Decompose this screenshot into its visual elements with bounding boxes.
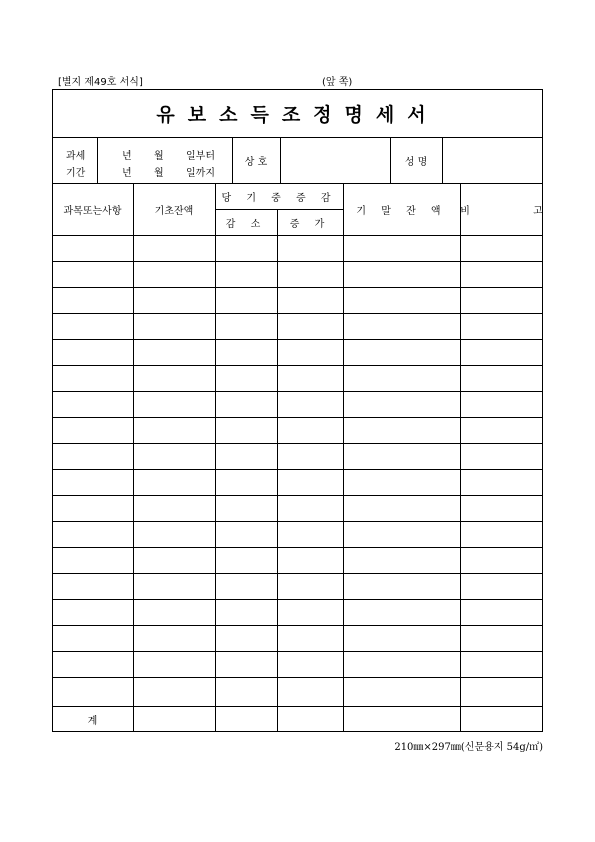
col-change-group-header: 당 기 중 증 감 xyxy=(221,192,337,204)
table-cell[interactable] xyxy=(215,521,277,547)
table-cell[interactable] xyxy=(133,599,215,625)
table-cell[interactable] xyxy=(460,521,543,547)
table-cell[interactable] xyxy=(215,443,277,469)
table-cell[interactable] xyxy=(52,651,133,677)
table-cell[interactable] xyxy=(343,521,460,547)
page-title: 유보소득조정명세서 xyxy=(156,103,439,126)
table-cell[interactable] xyxy=(133,235,215,261)
form-number: [별지 제49호 서식] xyxy=(58,77,143,88)
table-cell[interactable] xyxy=(133,469,215,495)
table-cell[interactable] xyxy=(52,235,133,261)
table-cell[interactable] xyxy=(460,391,543,417)
table-cell[interactable] xyxy=(460,469,543,495)
table-cell[interactable] xyxy=(52,339,133,365)
table-cell[interactable] xyxy=(215,599,277,625)
table-cell[interactable] xyxy=(277,391,343,417)
table-cell[interactable] xyxy=(460,677,543,703)
table-cell[interactable] xyxy=(277,235,343,261)
table-cell[interactable] xyxy=(133,391,215,417)
table-cell[interactable] xyxy=(343,677,460,703)
table-cell[interactable] xyxy=(343,313,460,339)
table-cell[interactable] xyxy=(52,625,133,651)
period-label-1: 과세 xyxy=(66,151,86,162)
col-item-header: 과목또는사항 xyxy=(63,205,122,217)
col-increase-header: 증 가 xyxy=(289,218,331,230)
table-cell[interactable] xyxy=(460,573,543,599)
table-cell[interactable] xyxy=(52,599,133,625)
table-cell[interactable] xyxy=(343,235,460,261)
period-label-2: 기간 xyxy=(66,168,86,179)
table-cell[interactable] xyxy=(52,469,133,495)
table-cell[interactable] xyxy=(133,495,215,521)
table-cell[interactable] xyxy=(52,365,133,391)
table-cell[interactable] xyxy=(460,651,543,677)
table-cell[interactable] xyxy=(215,261,277,287)
table-cell[interactable] xyxy=(460,625,543,651)
table-cell[interactable] xyxy=(460,261,543,287)
table-cell[interactable] xyxy=(52,443,133,469)
table-cell[interactable] xyxy=(133,573,215,599)
divider xyxy=(97,137,98,183)
period-to-day: 일까지 xyxy=(186,168,215,179)
period-from-year: 년 xyxy=(122,151,132,162)
table-cell[interactable] xyxy=(52,547,133,573)
table-cell[interactable] xyxy=(277,313,343,339)
table-cell[interactable] xyxy=(343,261,460,287)
table-cell[interactable] xyxy=(277,443,343,469)
table-cell[interactable] xyxy=(277,339,343,365)
table-cell[interactable] xyxy=(343,469,460,495)
table-cell[interactable] xyxy=(343,287,460,313)
table-cell[interactable] xyxy=(460,339,543,365)
table-cell[interactable] xyxy=(215,287,277,313)
table-cell[interactable] xyxy=(460,547,543,573)
table-cell[interactable] xyxy=(277,287,343,313)
table-cell[interactable] xyxy=(52,677,133,703)
table-cell[interactable] xyxy=(215,313,277,339)
table-cell[interactable] xyxy=(277,677,343,703)
table-cell[interactable] xyxy=(215,469,277,495)
table-cell[interactable] xyxy=(215,547,277,573)
table-cell[interactable] xyxy=(133,287,215,313)
table-cell[interactable] xyxy=(277,651,343,677)
subheader-divider xyxy=(215,209,343,210)
table-cell[interactable] xyxy=(52,417,133,443)
table-cell[interactable] xyxy=(277,521,343,547)
table-cell[interactable] xyxy=(133,651,215,677)
table-cell[interactable] xyxy=(343,599,460,625)
table-cell[interactable] xyxy=(277,495,343,521)
table-cell[interactable] xyxy=(343,443,460,469)
table-cell[interactable] xyxy=(277,573,343,599)
period-from-day: 일부터 xyxy=(186,151,215,162)
table-cell[interactable] xyxy=(460,287,543,313)
table-cell[interactable] xyxy=(215,651,277,677)
total-label: 계 xyxy=(87,715,98,727)
table-cell[interactable] xyxy=(277,469,343,495)
table-cell[interactable] xyxy=(52,313,133,339)
table-cell[interactable] xyxy=(133,313,215,339)
table-cell[interactable] xyxy=(343,651,460,677)
table-cell[interactable] xyxy=(52,573,133,599)
table-cell[interactable] xyxy=(133,339,215,365)
table-cell[interactable] xyxy=(52,287,133,313)
period-to-year: 년 xyxy=(122,168,132,179)
table-cell[interactable] xyxy=(343,365,460,391)
table-cell[interactable] xyxy=(460,365,543,391)
table-cell[interactable] xyxy=(215,235,277,261)
table-cell[interactable] xyxy=(343,339,460,365)
table-cell[interactable] xyxy=(460,599,543,625)
table-cell[interactable] xyxy=(52,495,133,521)
col-remark-header: 비 고 xyxy=(460,205,573,217)
table-cell[interactable] xyxy=(277,365,343,391)
table-cell[interactable] xyxy=(277,599,343,625)
table-cell[interactable] xyxy=(133,625,215,651)
table-cell[interactable] xyxy=(460,443,543,469)
name-label: 성 명 xyxy=(404,156,428,168)
table-cell[interactable] xyxy=(343,547,460,573)
table-cell[interactable] xyxy=(460,235,543,261)
table-cell[interactable] xyxy=(343,391,460,417)
table-cell[interactable] xyxy=(215,391,277,417)
col-decrease-header: 감 소 xyxy=(225,218,267,230)
table-cell[interactable] xyxy=(133,677,215,703)
table-cell[interactable] xyxy=(215,365,277,391)
table-cell[interactable] xyxy=(277,261,343,287)
table-cell[interactable] xyxy=(343,625,460,651)
col-opening-header: 기초잔액 xyxy=(154,205,194,217)
table-cell[interactable] xyxy=(460,313,543,339)
page-side: (앞 쪽) xyxy=(322,77,353,88)
table-cell[interactable] xyxy=(343,417,460,443)
name-field[interactable] xyxy=(442,137,543,183)
table-cell[interactable] xyxy=(133,365,215,391)
company-field[interactable] xyxy=(280,137,390,183)
table-cell[interactable] xyxy=(215,573,277,599)
table-cell[interactable] xyxy=(133,261,215,287)
table-cell[interactable] xyxy=(52,391,133,417)
table-cell[interactable] xyxy=(215,677,277,703)
table-cell[interactable] xyxy=(133,521,215,547)
period-from-month: 월 xyxy=(154,151,164,162)
table-cell[interactable] xyxy=(277,547,343,573)
period-to-month: 월 xyxy=(154,168,164,179)
paper-spec: 210㎜×297㎜(신문용지 54g/㎡) xyxy=(394,742,543,753)
table-cell[interactable] xyxy=(133,443,215,469)
table-cell[interactable] xyxy=(133,417,215,443)
table-cell[interactable] xyxy=(277,625,343,651)
table-cell[interactable] xyxy=(215,339,277,365)
table-cell[interactable] xyxy=(215,625,277,651)
table-cell[interactable] xyxy=(343,495,460,521)
table-cell[interactable] xyxy=(215,417,277,443)
table-cell[interactable] xyxy=(460,417,543,443)
table-cell[interactable] xyxy=(52,521,133,547)
table-cell[interactable] xyxy=(133,547,215,573)
table-cell[interactable] xyxy=(277,417,343,443)
table-cell[interactable] xyxy=(52,261,133,287)
table-cell[interactable] xyxy=(343,573,460,599)
table-cell[interactable] xyxy=(460,495,543,521)
col-closing-header: 기 말 잔 액 xyxy=(356,205,447,217)
company-label: 상 호 xyxy=(244,156,268,168)
table-cell[interactable] xyxy=(215,495,277,521)
